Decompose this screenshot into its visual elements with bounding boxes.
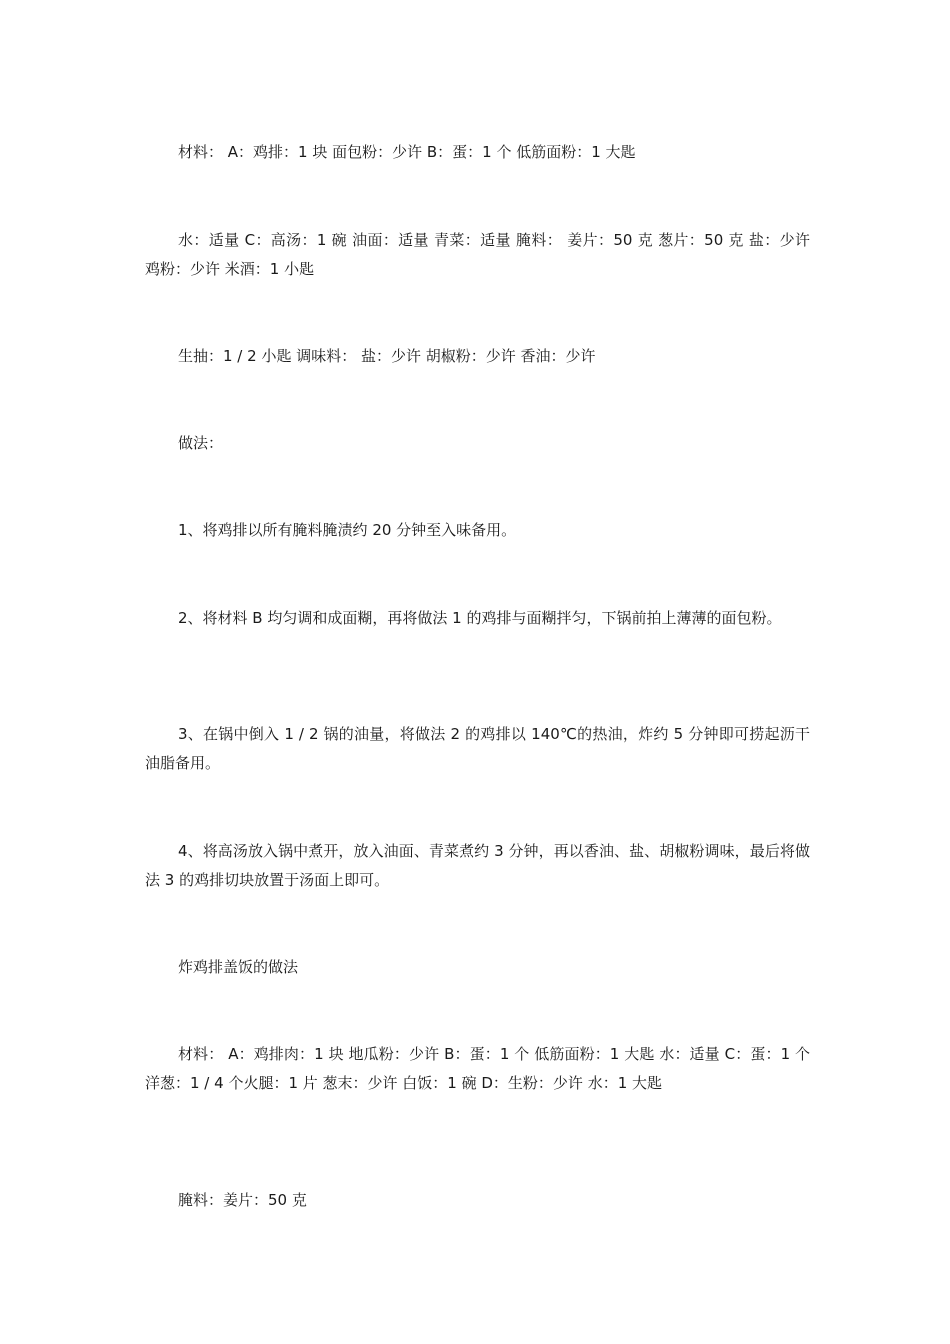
ingredients-paragraph-4: 材料： A：鸡排肉：1 块 地瓜粉：少许 B：蛋：1 个 低筋面粉：1 大匙 水：适量 C：蛋：1 个 洋葱：1 / 4 个火腿：1 片 葱末：少许 白饭：1 碗 D：生粉：少许 水：1 大匙 xyxy=(145,1045,810,1092)
marinade-paragraph: 腌料：姜片：50 克 xyxy=(178,1191,307,1209)
method-step-2: 2、将材料 B 均匀调和成面糊，再将做法 1 的鸡排与面糊拌匀，下锅前拍上薄薄的面包粉。 xyxy=(178,609,782,627)
section-title: 炸鸡排盖饭的做法 xyxy=(178,958,299,976)
method-step-4: 4、将高汤放入锅中煮开，放入油面、青菜煮约 3 分钟，再以香油、盐、胡椒粉调味，最后将做法 3 的鸡排切块放置于汤面上即可。 xyxy=(145,842,810,889)
method-step-1: 1、将鸡排以所有腌料腌渍约 20 分钟至入味备用。 xyxy=(178,521,517,539)
ingredients-paragraph-1: 材料： A：鸡排：1 块 面包粉：少许 B：蛋：1 个 低筋面粉：1 大匙 xyxy=(178,143,636,161)
ingredients-paragraph-2: 水：适量 C：高汤：1 碗 油面：适量 青菜：适量 腌料： 姜片：50 克 葱片：50 克 盐：少许 鸡粉：少许 米酒：1 小匙 xyxy=(145,231,810,278)
method-step-3: 3、在锅中倒入 1 / 2 锅的油量，将做法 2 的鸡排以 140℃的热油，炸约 5 分钟即可捞起沥干油脂备用。 xyxy=(145,725,810,772)
ingredients-paragraph-3: 生抽：1 / 2 小匙 调味料： 盐：少许 胡椒粉：少许 香油：少许 xyxy=(178,347,596,365)
method-heading: 做法： xyxy=(178,434,224,452)
